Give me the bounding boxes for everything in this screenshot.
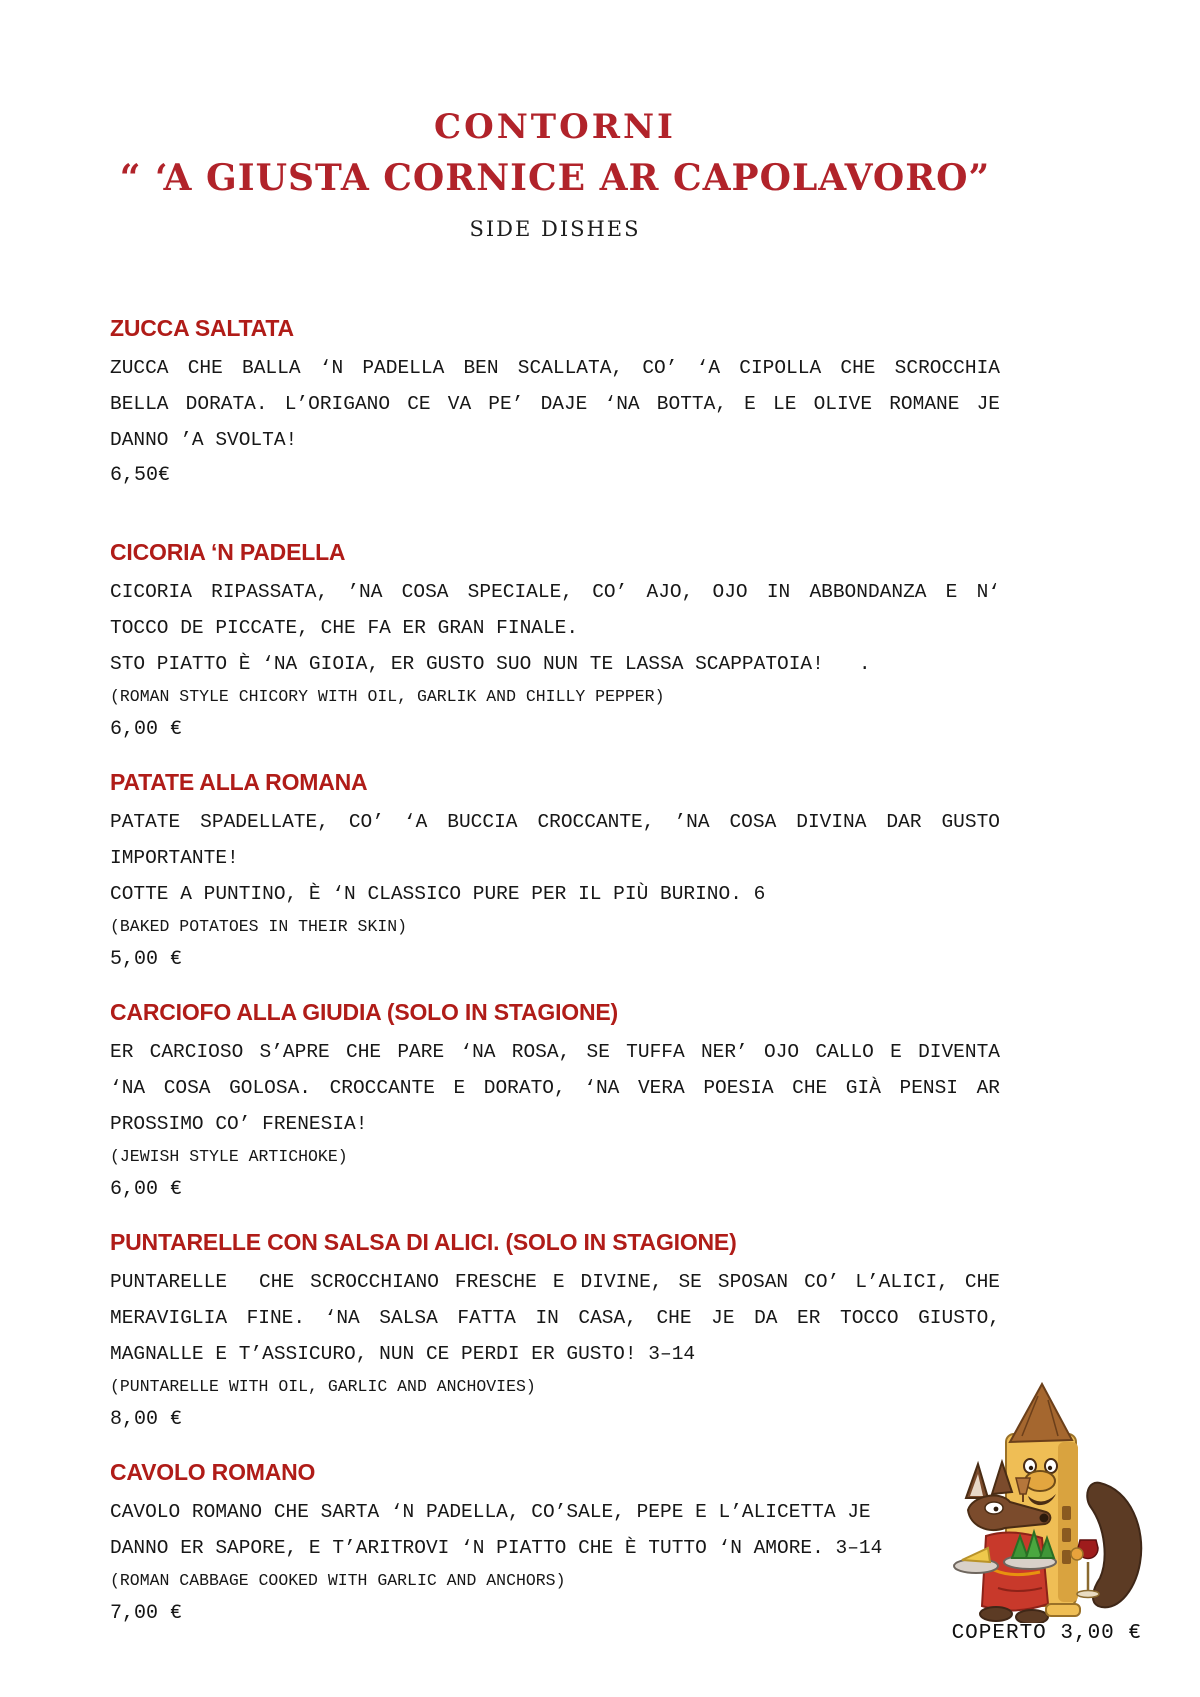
item-description-line: COTTE A PUNTINO, È ‘N CLASSICO PURE PER IL PIÙ BURINO. 6 [110, 883, 766, 905]
item-name: ZUCCA SALTATA [110, 315, 294, 341]
item-description-line: DANNO ’A SVOLTA! [110, 429, 298, 451]
item-description-line: STO PIATTO È ‘NA GIOIA, ER GUSTO SUO NUN TE LASSA SCAPPATOIA! . [110, 653, 871, 675]
item-price: 6,00 € [110, 718, 183, 741]
item-price: 7,00 € [110, 1602, 183, 1625]
item-description-line: MAGNALLE E T’ASSICURO, NUN CE PERDI ER GUSTO! 3–14 [110, 1343, 696, 1365]
item-description-line: ‘NA COSA GOLOSA. CROCCANTE E DORATO, ‘NA VERA POESIA CHE GIÀ PENSI AR [110, 1077, 1000, 1099]
item-price: 6,00 € [110, 1178, 183, 1201]
item-description-line: MERAVIGLIA FINE. ‘NA SALSA FATTA IN CASA, CHE JE DA ER TOCCO GIUSTO, [110, 1307, 1000, 1329]
menu-item-carciofo [110, 998, 1000, 1206]
cover-charge-note: COPERTO 3,00 € [951, 1622, 1142, 1645]
item-translation: (ROMAN STYLE CHICORY WITH OIL, GARLIK AND CHILLY PEPPER) [110, 687, 665, 706]
item-translation: (PUNTARELLE WITH OIL, GARLIC AND ANCHOVIES) [110, 1377, 536, 1396]
item-description-line: PROSSIMO CO’ FRENESIA! [110, 1113, 368, 1135]
item-price: 8,00 € [110, 1408, 183, 1431]
item-translation: (ROMAN CABBAGE COOKED WITH GARLIC AND ANCHORS) [110, 1571, 566, 1590]
item-translation: (BAKED POTATOES IN THEIR SKIN) [110, 917, 408, 936]
menu-item-cicoria [110, 538, 1000, 746]
menu-item-cavolo [110, 1458, 1000, 1630]
item-name: CICORIA ‘N PADELLA [110, 539, 346, 565]
item-description-line: CAVOLO ROMANO CHE SARTA ‘N PADELLA, CO’SALE, PEPE E L’ALICETTA JE [110, 1501, 871, 1523]
page-title: CONTORNI [434, 107, 676, 147]
item-description-line: ER CARCIOSO S’APRE CHE PARE ‘NA ROSA, SE TUFFA NER’ OJO CALLO E DIVENTA [110, 1041, 1000, 1063]
item-name: CARCIOFO ALLA GIUDIA (SOLO IN STAGIONE) [110, 999, 618, 1025]
menu-item-zucca-saltata [110, 314, 1000, 492]
item-name: CAVOLO ROMANO [110, 1459, 316, 1485]
item-name: PATATE ALLA ROMANA [110, 769, 368, 795]
menu-page [110, 0, 1000, 1630]
item-description-line: BELLA DORATA. L’ORIGANO CE VA PE’ DAJE ‘NA BOTTA, E LE OLIVE ROMANE JE [110, 393, 1000, 415]
item-description-line: PATATE SPADELLATE, CO’ ‘A BUCCIA CROCCANTE, ’NA COSA DIVINA DAR GUSTO [110, 811, 1000, 833]
item-translation: (JEWISH STYLE ARTICHOKE) [110, 1147, 348, 1166]
menu-item-puntarelle [110, 1228, 1000, 1436]
menu-item-patate [110, 768, 1000, 976]
item-price: 6,50€ [110, 464, 171, 487]
item-description-line: IMPORTANTE! [110, 847, 239, 869]
item-description-line: DANNO ER SAPORE, E T’ARITROVI ‘N PIATTO CHE È TUTTO ‘N AMORE. 3–14 [110, 1537, 883, 1559]
wolf-and-monument-cartoon-icon [950, 1378, 1150, 1623]
item-name: PUNTARELLE CON SALSA DI ALICI. (SOLO IN STAGIONE) [110, 1229, 737, 1255]
item-price: 5,00 € [110, 948, 183, 971]
item-description-line: CICORIA RIPASSATA, ’NA COSA SPECIALE, CO’ AJO, OJO IN ABBONDANZA E N‘ [110, 581, 1000, 603]
item-description-line: PUNTARELLE CHE SCROCCHIANO FRESCHE E DIVINE, SE SPOSAN CO’ L’ALICI, CHE [110, 1271, 1000, 1293]
item-description-line: ZUCCA CHE BALLA ‘N PADELLA BEN SCALLATA, CO’ ‘A CIPOLLA CHE SCROCCHIA [110, 357, 1000, 379]
page-subtitle-english: SIDE DISHES [469, 217, 641, 241]
menu-header [110, 0, 1000, 244]
item-description-line: TOCCO DE PICCATE, CHE FA ER GRAN FINALE. [110, 617, 579, 639]
page-subtitle: “ ‘A GIUSTA CORNICE AR CAPOLAVORO” [119, 157, 991, 199]
